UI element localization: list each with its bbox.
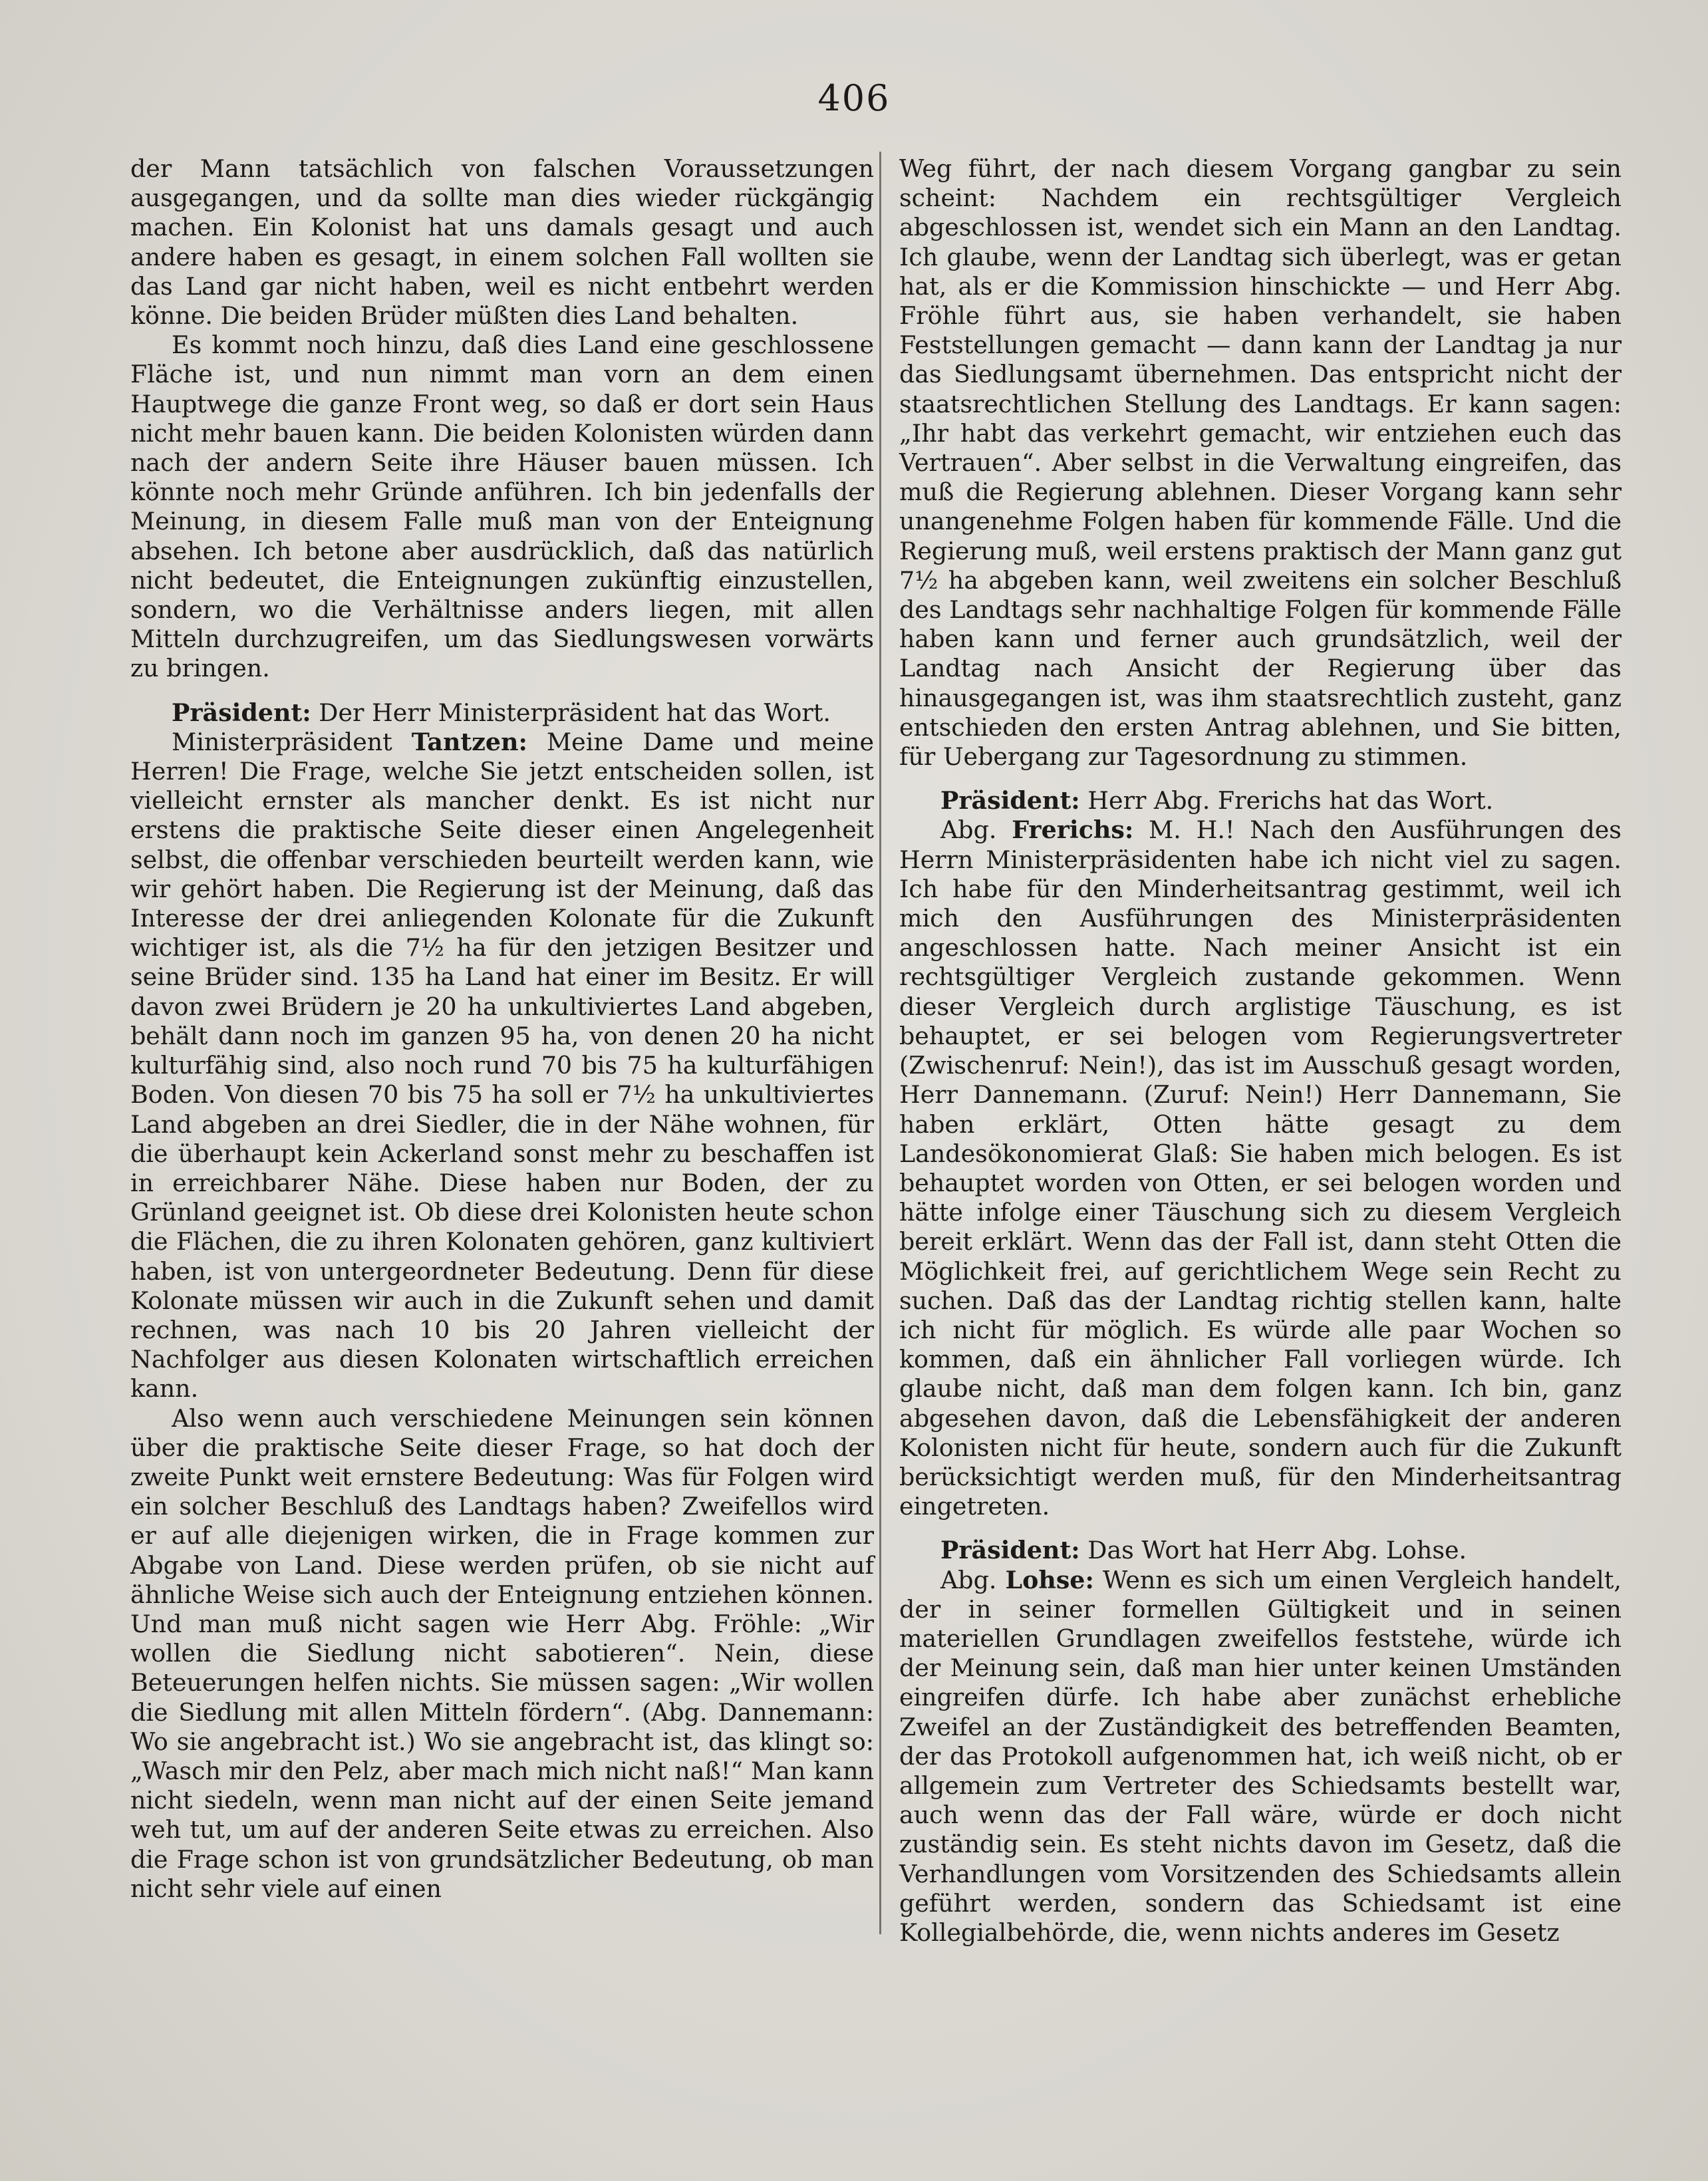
- paragraph: Es kommt noch hinzu, daß dies Land eine geschlossene Fläche ist, und nun nimmt man vorn an dem einen Hauptwege die ganze Front weg, so daß er dort sein Haus nicht mehr bauen kann. Die beiden Kolonisten würden dann nach der andern Seite ihre Häuser bauen müssen. Ich könnte noch mehr Gründe anführen. Ich bin jedenfalls der Meinung, in diesem Falle muß man von der Enteignung absehen. Ich betone aber ausdrücklich, daß das natürlich nicht bedeutet, die Enteignungen zukünftig einzustellen, sondern, wo die Verhältnisse anders liegen, mit allen Mitteln durchzugreifen, um das Siedlungswesen vorwärts zu bringen.: [130, 331, 874, 683]
- paragraph: der Mann tatsächlich von falschen Voraussetzungen ausgegangen, und da sollte man dies wieder rückgängig machen. Ein Kolonist hat uns damals gesagt und auch andere haben es gesagt, in einem solchen Fall wollten sie das Land gar nicht haben, weil es nicht entbehrt werden könne. Die beiden Brüder müßten dies Land behalten.: [130, 154, 874, 331]
- speech-text: Der Herr Ministerpräsident hat das Wort.: [311, 698, 831, 727]
- speaker-name: Tantzen:: [411, 727, 527, 756]
- speech-text: Wenn es sich um einen Vergleich handelt, der in seiner formellen Gültigkeit und in seinen materiellen Grundlagen zweifellos feststehe, würde ich der Meinung sein, daß man hier unter keinen Umständen eingreifen dürfe. Ich habe aber zunächst erhebliche Zweifel an der Zuständigkeit des betreffenden Beamten, der das Protokoll aufgenommen hat, ich weiß nicht, ob er allgemein zum Vertreter des Schiedsamts bestellt war, auch wenn das der Fall wäre, würde er doch nicht zuständig sein. Es steht nichts davon im Gesetz, daß die Verhandlungen vom Vorsitzenden des Schiedsamts allein geführt werden, sondern das Schiedsamt ist eine Kollegialbehörde, die, wenn nichts anderes im Gesetz: [899, 1565, 1622, 1947]
- speech: [899, 815, 1622, 1521]
- speech: [899, 1566, 1622, 1948]
- left-column: [130, 154, 874, 1904]
- speech-text: Meine Dame und meine Herren! Die Frage, welche Sie jetzt entscheiden sollen, ist vielleicht ernster als mancher denkt. Es ist nicht nur erstens die praktische Seite dieser einen Angelegenheit selbst, die offenbar verschieden beurteilt werden kann, wie wir gehört haben. Die Regierung ist der Meinung, daß das Interesse der drei anliegenden Kolonate für die Zukunft wichtiger ist, als die 7½ ha für den jetzigen Besitzer und seine Brüder sind. 135 ha Land hat einer im Besitz. Er will davon zwei Brüdern je 20 ha unkultiviertes Land abgeben, behält dann noch im ganzen 95 ha, von denen 20 ha nicht kulturfähig sind, also noch rund 70 bis 75 ha kulturfähigen Boden. Von diesen 70 bis 75 ha soll er 7½ ha unkultiviertes Land abgeben an drei Siedler, die in der Nähe wohnen, für die überhaupt kein Ackerland sonst mehr zu beschaffen ist in erreichbarer Nähe. Diese haben nur Boden, der zu Grünland geeignet ist. Ob diese drei Kolonisten heute schon die Flächen, die zu ihren Kolonaten gehören, ganz kultiviert haben, ist von untergeordneter Bedeutung. Denn für diese Kolonate müssen wir auch in die Zukunft sehen und damit rechnen, was nach 10 bis 20 Jahren vielleicht der Nachfolger aus diesen Kolonaten wirtschaftlich erreichen kann.: [130, 727, 874, 1403]
- column-divider: [879, 152, 881, 1934]
- right-column: [899, 154, 1622, 1948]
- speaker-title: Abg.: [940, 815, 1012, 845]
- speech: [899, 786, 1622, 815]
- speaker-name: Präsident:: [940, 786, 1080, 815]
- speaker-title: Abg.: [940, 1565, 1006, 1594]
- page-number: 406: [817, 77, 891, 119]
- speaker-name: Frerichs:: [1012, 815, 1134, 845]
- speech-text: M. H.! Nach den Ausführungen des Herrn Ministerpräsidenten habe ich nicht viel zu sagen. Ich habe für den Minderheitsantrag gestimmt, weil ich mich den Ausführungen des Ministerpräsidenten angeschlossen hatte. Nach meiner Ansicht ist ein rechtsgültiger Vergleich zustande gekommen. Wenn dieser Vergleich durch arglistige Täuschung, es ist behauptet, er sei belogen vom Regierungsvertreter (Zwischenruf: Nein!), das ist im Ausschuß gesagt worden, Herr Dannemann. (Zuruf: Nein!) Herr Dannemann, Sie haben erklärt, Otten hätte gesagt zu dem Landesökonomierat Glaß: Sie haben mich belogen. Es ist behauptet worden von Otten, er sei belogen worden und hätte infolge einer Täuschung sich zu diesem Vergleich bereit erklärt. Wenn das der Fall ist, dann steht Otten die Möglichkeit frei, auf gerichtlichem Wege sein Recht zu suchen. Daß das der Landtag richtig stellen kann, halte ich nicht für möglich. Es würde alle paar Wochen so kommen, daß ein ähnlicher Fall vorliegen würde. Ich glaube nicht, daß man dem folgen kann. Ich bin, ganz abgesehen davon, daß die Lebensfähigkeit der anderen Kolonisten nicht für heute, sondern auch für die Zukunft berücksichtigt werden muß, für den Minderheitsantrag eingetreten.: [899, 815, 1622, 1521]
- paragraph: Weg führt, der nach diesem Vorgang gangbar zu sein scheint: Nachdem ein rechtsgültiger Vergleich abgeschlossen ist, wendet sich ein Mann an den Landtag. Ich glaube, wenn der Landtag sich überlegt, was er getan hat, als er die Kommission hinschickte — und Herr Abg. Fröhle führt aus, sie haben verhandelt, sie haben Feststellungen gemacht — dann kann der Landtag ja nur das Siedlungsamt übernehmen. Das entspricht nicht der staatsrechtlichen Stellung des Landtags. Er kann sagen: „Ihr habt das verkehrt gemacht, wir entziehen euch das Vertrauen“. Aber selbst in die Verwaltung eingreifen, das muß die Regierung ablehnen. Dieser Vorgang kann sehr unangenehme Folgen haben für kommende Fälle. Und die Regierung muß, weil erstens praktisch der Mann ganz gut 7½ ha abgeben kann, weil zweitens ein solcher Beschluß des Landtags sehr nachhaltige Folgen für kommende Fälle haben kann und ferner auch grundsätzlich, weil der Landtag nach Ansicht der Regierung über das hinausgegangen ist, was ihm staatsrechtlich zusteht, ganz entschieden den ersten Antrag ablehnen, und Sie bitten, für Uebergang zur Tagesordnung zu stimmen.: [899, 154, 1622, 772]
- speech-text: Das Wort hat Herr Abg. Lohse.: [1079, 1536, 1467, 1565]
- speech-text: Herr Abg. Frerichs hat das Wort.: [1079, 786, 1494, 815]
- speaker-name: Präsident:: [172, 698, 311, 727]
- speaker-title: Ministerpräsident: [172, 727, 412, 756]
- paragraph: Also wenn auch verschiedene Meinungen sein können über die praktische Seite dieser Frage, so hat doch der zweite Punkt weit ernstere Bedeutung: Was für Folgen wird ein solcher Beschluß des Landtags haben? Zweifellos wird er auf alle diejenigen wirken, die in Frage kommen zur Abgabe von Land. Diese werden prüfen, ob sie nicht auf ähnliche Weise sich auch der Enteignung entziehen können. Und man muß nicht sagen wie Herr Abg. Fröhle: „Wir wollen die Siedlung nicht sabotieren“. Nein, diese Beteuerungen helfen nichts. Sie müssen sagen: „Wir wollen die Siedlung mit allen Mitteln fördern“. (Abg. Dannemann: Wo sie angebracht ist.) Wo sie angebracht ist, das klingt so: „Wasch mir den Pelz, aber mach mich nicht naß!“ Man kann nicht siedeln, wenn man nicht auf der einen Seite jemand weh tut, um auf der anderen Seite etwas zu erreichen. Also die Frage schon ist von grundsätzlicher Bedeutung, ob man nicht sehr viele auf einen: [130, 1403, 874, 1903]
- speech: [130, 728, 874, 1404]
- speaker-name: Lohse:: [1005, 1565, 1094, 1594]
- speech: [899, 1536, 1622, 1565]
- speech: [130, 698, 874, 728]
- speaker-name: Präsident:: [940, 1536, 1080, 1565]
